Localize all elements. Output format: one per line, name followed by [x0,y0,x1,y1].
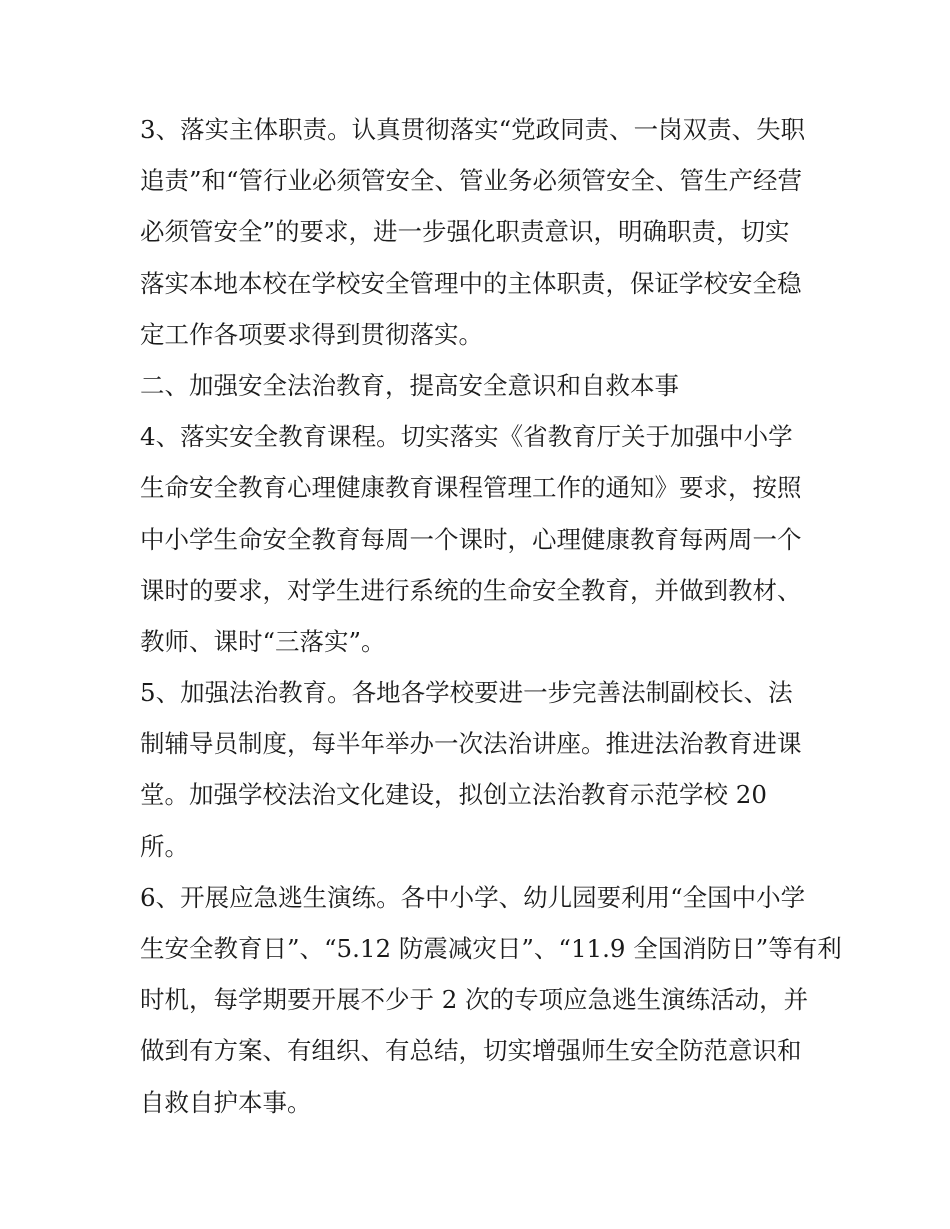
section-heading: 二、加强安全法治教育，提高安全意识和自救本事 [140,370,679,400]
text-line: 4、落实安全教育课程。切实落实《省教育厅关于加强中小学 [140,422,793,452]
text-line: 教师、课时“三落实”。 [140,626,386,656]
text-line: 课时的要求，对学生进行系统的生命安全教育，并做到教材、 [140,575,802,605]
text-line: 堂。加强学校法治文化建设，拟创立法治教育示范学校 20 [140,780,767,810]
text-line: 制辅导员制度，每半年举办一次法治讲座。推进法治教育进课 [140,729,802,759]
text-line: 追责”和“管行业必须管安全、管业务必须管安全、管生产经营 [140,166,803,196]
text-line: 时机，每学期要开展不少于 2 次的专项应急逃生演练活动，并 [140,985,809,1015]
text-line: 所。 [140,831,189,861]
text-line: 6、开展应急逃生演练。各中小学、幼儿园要利用“全国中小学 [140,882,806,912]
text-line: 中小学生命安全教育每周一个课时，心理健康教育每两周一个 [140,524,802,554]
text-line: 定工作各项要求得到贯彻落实。 [140,319,483,349]
text-line: 生命安全教育心理健康教育课程管理工作的通知》要求，按照 [140,473,802,503]
text-line: 落实本地本校在学校安全管理中的主体职责，保证学校安全稳 [140,268,802,298]
text-line: 5、加强法治教育。各地各学校要进一步完善法制副校长、法 [140,678,793,708]
document-body [140,104,842,1128]
text-line: 自救自护本事。 [140,1087,312,1117]
text-line: 生安全教育日”、“5.12 防震减灾日”、“11.9 全国消防日”等有利 [140,934,842,963]
text-line: 3、落实主体职责。认真贯彻落实“党政同责、一岗双责、失职 [140,115,806,144]
text-line: 做到有方案、有组织、有总结，切实增强师生安全防范意识和 [140,1036,802,1066]
text-line: 必须管安全”的要求，进一步强化职责意识，明确职责，切实 [140,217,790,247]
